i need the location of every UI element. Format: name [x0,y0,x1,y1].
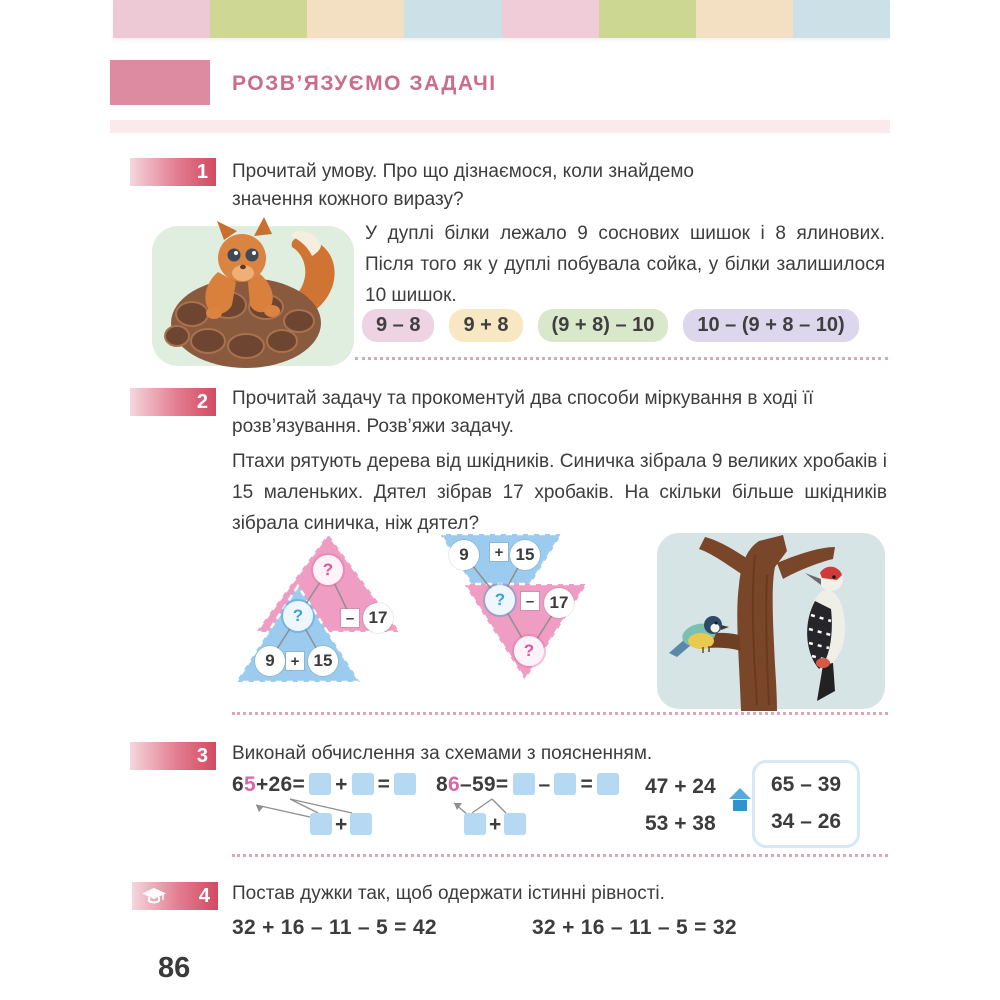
operator: + [255,773,269,796]
digit-highlighted: 5 [243,773,256,796]
answer-box [394,773,416,795]
expression-chip: (9 + 8) – 10 [538,309,669,342]
header-color-stripes [113,0,890,38]
squirrel-pinecone-illustration [148,210,360,372]
task2-number: 2 [196,390,208,413]
task3-prompt: Виконай обчислення за схемами з поясненням. [232,743,653,764]
number: 59 [471,773,496,796]
answer-box [554,773,576,795]
task4-equation: 32 + 16 – 11 – 5 = 32 [532,916,737,939]
operator: + [489,813,502,836]
task1-badge [130,158,216,186]
answer-box [352,773,374,795]
operator: + [335,813,348,836]
task3-badge [130,742,216,770]
decomposition-box [310,813,332,835]
task1-prompt: Прочитай умову. Про що дізнаємося, коли знайдемо значення кожного виразу? [232,161,694,211]
stripe [696,0,793,38]
equals-sign: = [495,773,509,796]
task4-number: 4 [198,884,210,907]
diagram-number-node: 17 [544,588,574,618]
decomposition-box [504,813,526,835]
scheme-equation [232,773,420,797]
task2-problem-text: Птахи рятують дерева від шкідників. Синичка зібрала 9 великих хробаків і 15 маленьких. Дятел зібрав 17 хробаків. На скільки більше шкідників зібрала синичка, ніж дятел? [232,451,887,534]
separator-dotted [232,712,888,715]
exercise-column-left [645,768,716,842]
task2-prompt: Прочитай задачу та прокоментуй два способи міркування в ході її розв’язування. Розв’яжи задачу. [232,388,814,438]
diagram-number-node: 15 [308,646,338,676]
diagram-plus-sign: + [286,652,304,670]
up-arrow-icon [729,788,751,812]
triangle-diagram-inverted [437,528,652,693]
task1-number: 1 [196,160,208,183]
exercise-column-boxed [752,760,860,848]
stripe [210,0,307,38]
stripe [404,0,501,38]
answer-box [597,773,619,795]
section-title: РОЗВ’ЯЗУЄМО ЗАДАЧІ [232,72,497,95]
task2-badge [130,388,216,416]
equals-sign: = [580,773,594,796]
equals-sign: = [292,773,306,796]
task4-badge [132,882,218,910]
operator: – [459,773,472,796]
diagram-number-node: 17 [363,603,393,633]
header-underline-band [110,120,890,133]
task3-number: 3 [196,744,208,767]
expression-chips [362,309,859,342]
operator: + [335,773,348,796]
exercise-item: 47 + 24 [645,775,716,798]
stripe [599,0,696,38]
stripe [307,0,404,38]
page-number: 86 [158,952,191,984]
stripe [113,0,210,38]
separator-dotted [355,357,888,360]
scheme-equation [436,773,623,797]
answer-box [513,773,535,795]
diagram-number-node: 9 [449,540,479,570]
answer-box [309,773,331,795]
exercise-item: 34 – 26 [771,810,842,833]
diagram-unknown-node: ? [485,585,515,615]
graduation-cap-icon [142,888,166,905]
expression-chip: 9 + 8 [449,309,522,342]
task4-prompt: Постав дужки так, щоб одержати істинні рівності. [232,883,665,904]
number: 26 [268,773,293,796]
scheme-65-plus-26 [232,773,432,848]
diagram-minus-sign: – [521,592,539,610]
diagram-number-node: 9 [255,646,285,676]
digit: 8 [436,773,448,796]
diagram-minus-sign: – [341,609,359,627]
diagram-number-node: 15 [510,540,540,570]
decomposition-box [464,813,486,835]
expression-chip: 9 – 8 [362,309,434,342]
digit-highlighted: 6 [447,773,460,796]
diagram-plus-sign: + [490,543,508,561]
diagram-unknown-node: ? [514,636,544,666]
section-header-block [110,60,210,105]
exercise-item: 53 + 38 [645,812,716,835]
digit: 6 [232,773,244,796]
equals-sign: = [377,773,391,796]
stripe [793,0,890,38]
exercise-item: 65 – 39 [771,773,842,796]
task1-problem-text: У дуплі білки лежало 9 соснових шишок і 8 ялинових. Після того як у дуплі побувала сойка, у білки залишилося 10 шишок. [365,223,885,306]
stripe [502,0,599,38]
decomposition-box [350,813,372,835]
expression-chip: 10 – (9 + 8 – 10) [683,309,858,342]
separator-dotted [232,854,888,857]
tree-birds-illustration [655,515,890,715]
triangle-diagram-upward [228,528,428,698]
diagram-unknown-node: ? [313,555,343,585]
task4-equation: 32 + 16 – 11 – 5 = 42 [232,916,437,939]
operator: – [538,773,551,796]
scheme-86-minus-59 [436,773,636,848]
diagram-unknown-node: ? [283,601,313,631]
